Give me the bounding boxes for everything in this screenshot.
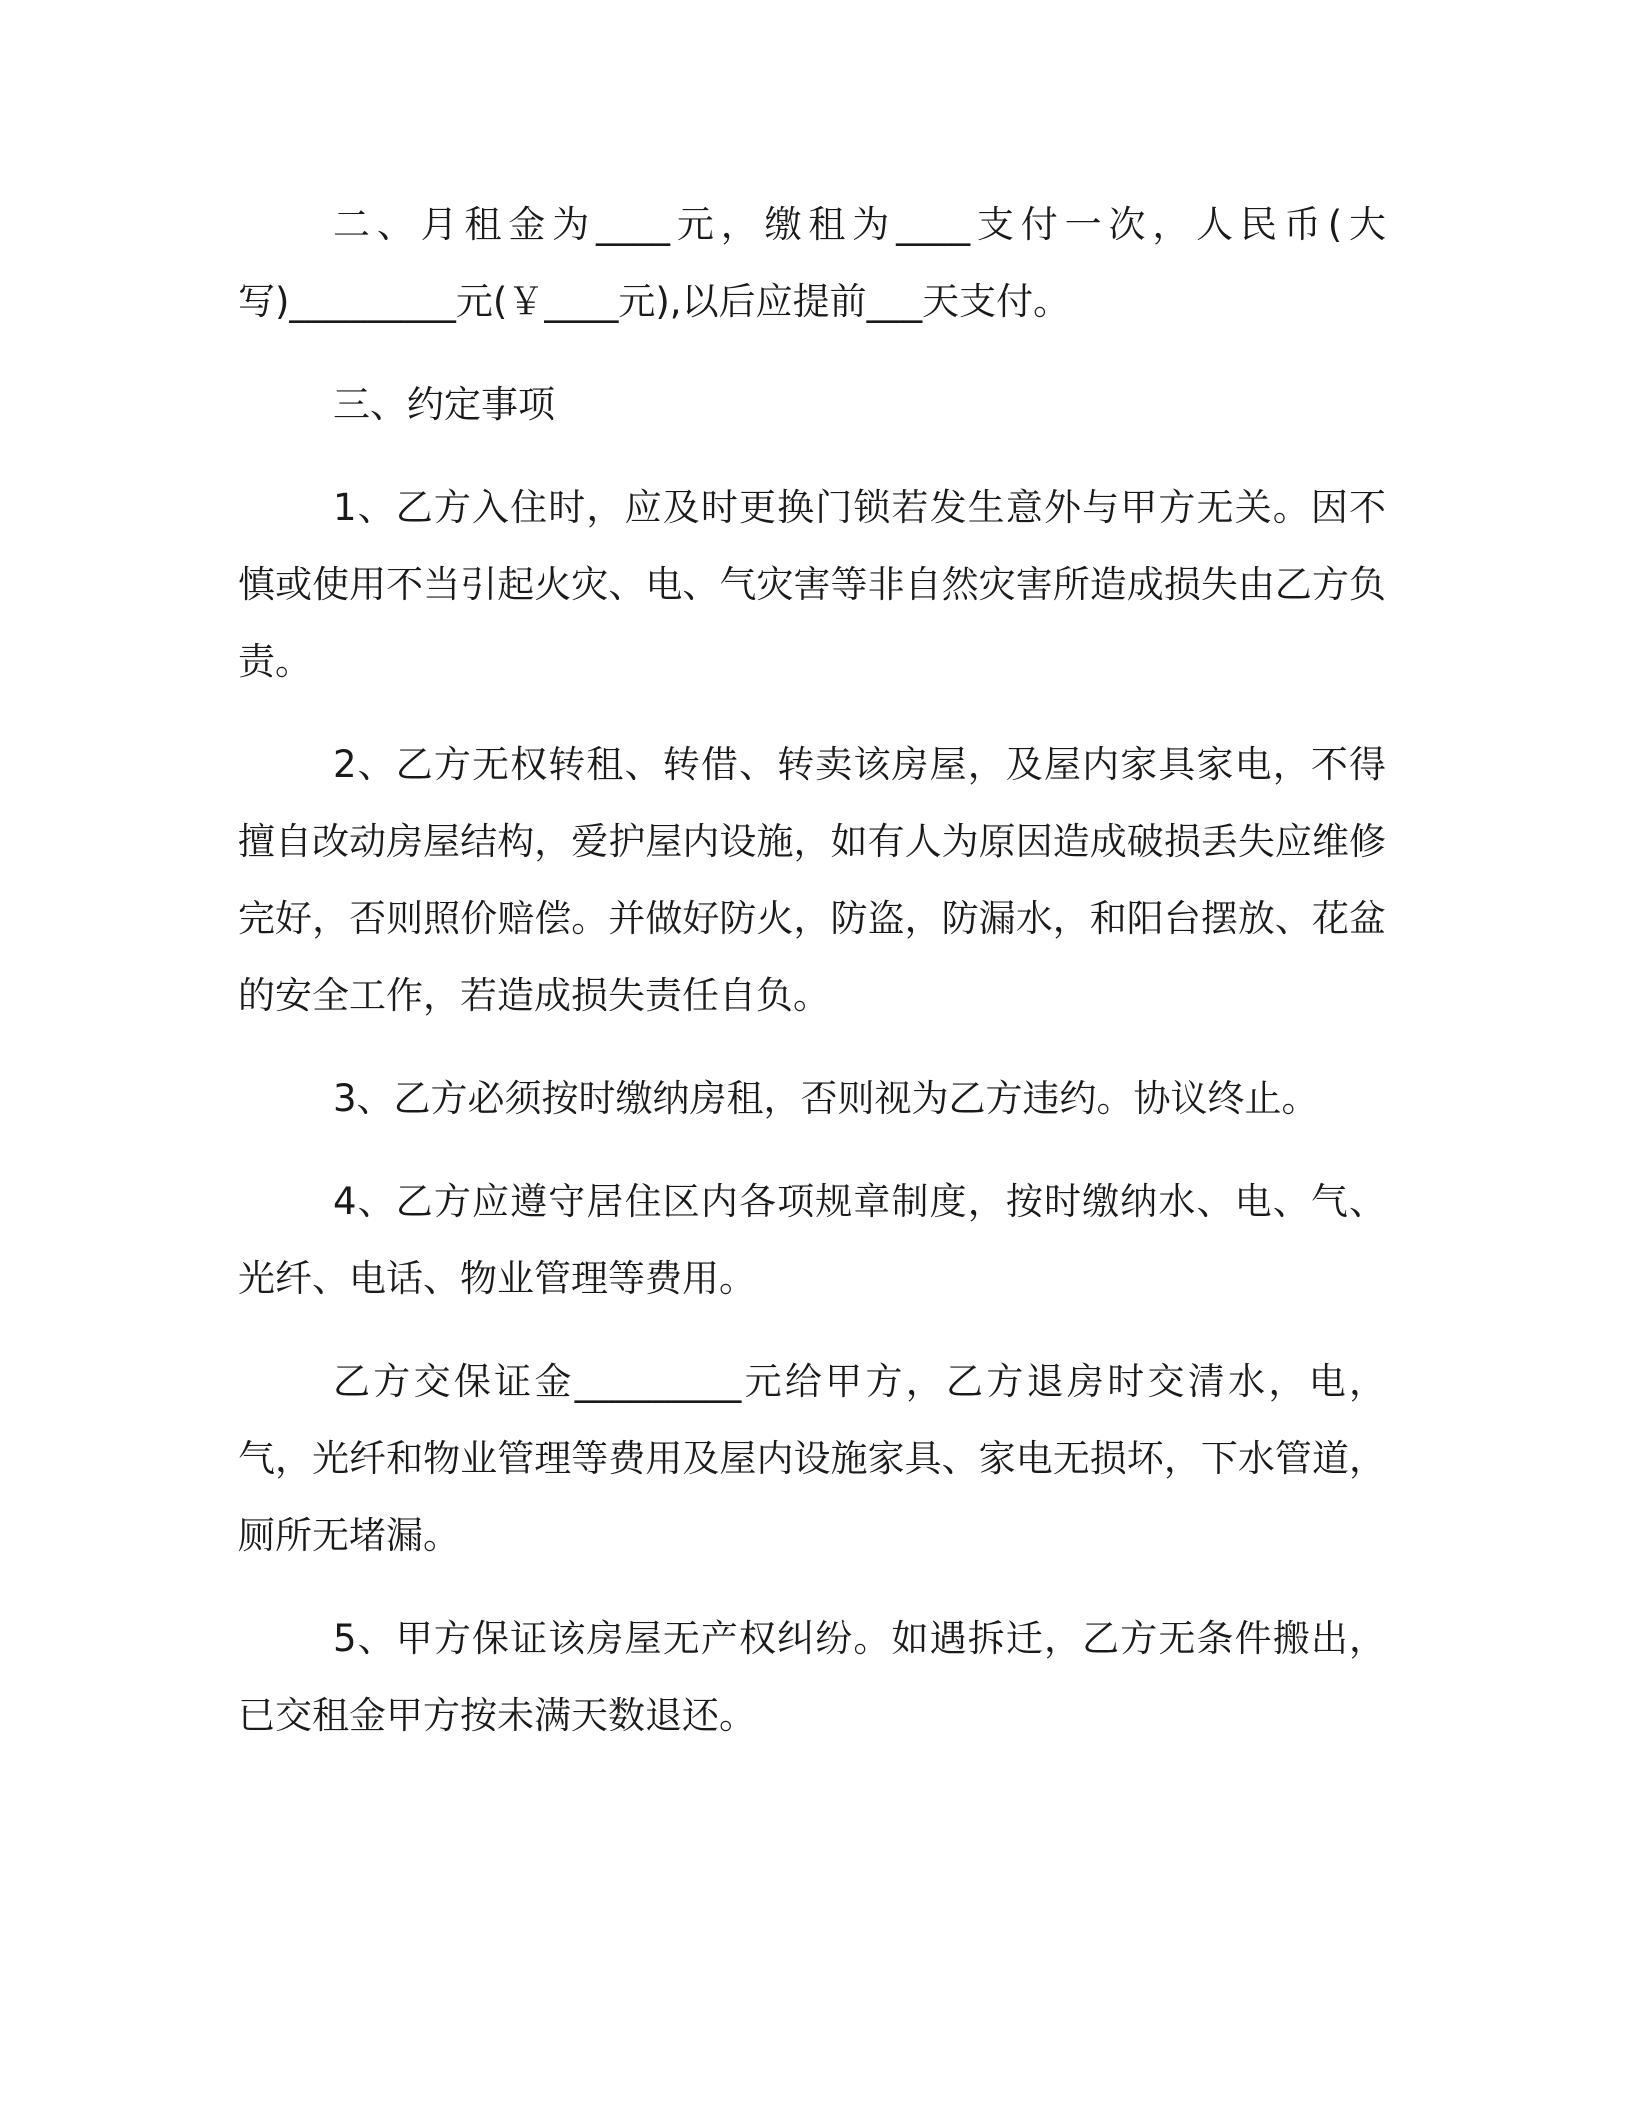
paragraph-clause-3: 3、乙方必须按时缴纳房租，否则视为乙方违约。协议终止。 (333, 1077, 1319, 1120)
paragraph-clause-1: 1、乙方入住时，应及时更换门锁若发生意外与甲方无关。因不慎或使用不当引起火灾、电、气灾害等非自然灾害所造成损失由乙方负责。 (238, 486, 1386, 683)
paragraph-rent-terms: 二、月租金为____元，缴租为____支付一次，人民币(大写)_________元(￥____元),以后应提前___天支付。 (238, 203, 1386, 323)
paragraph-clause-5: 5、甲方保证该房屋无产权纠纷。如遇拆迁，乙方无条件搬出，已交租金甲方按未满天数退还。 (238, 1617, 1386, 1737)
paragraph-clause-4: 4、乙方应遵守居住区内各项规章制度，按时缴纳水、电、气、光纤、电话、物业管理等费用。 (238, 1180, 1386, 1300)
paragraph-clause-2: 2、乙方无权转租、转借、转卖该房屋，及屋内家具家电，不得擅自改动房屋结构，爱护屋内设施，如有人为原因造成破损丢失应维修完好，否则照价赔偿。并做好防火，防盗，防漏水，和阳台摆放、花盆的安全工作，若造成损失责任自负。 (238, 743, 1386, 1017)
document-body (238, 186, 1386, 1780)
section-heading-agreed-matters: 三、约定事项 (333, 383, 555, 426)
paragraph-deposit: 乙方交保证金_________元给甲方，乙方退房时交清水，电，气，光纤和物业管理等费用及屋内设施家具、家电无损坏，下水管道，厕所无堵漏。 (238, 1360, 1386, 1557)
